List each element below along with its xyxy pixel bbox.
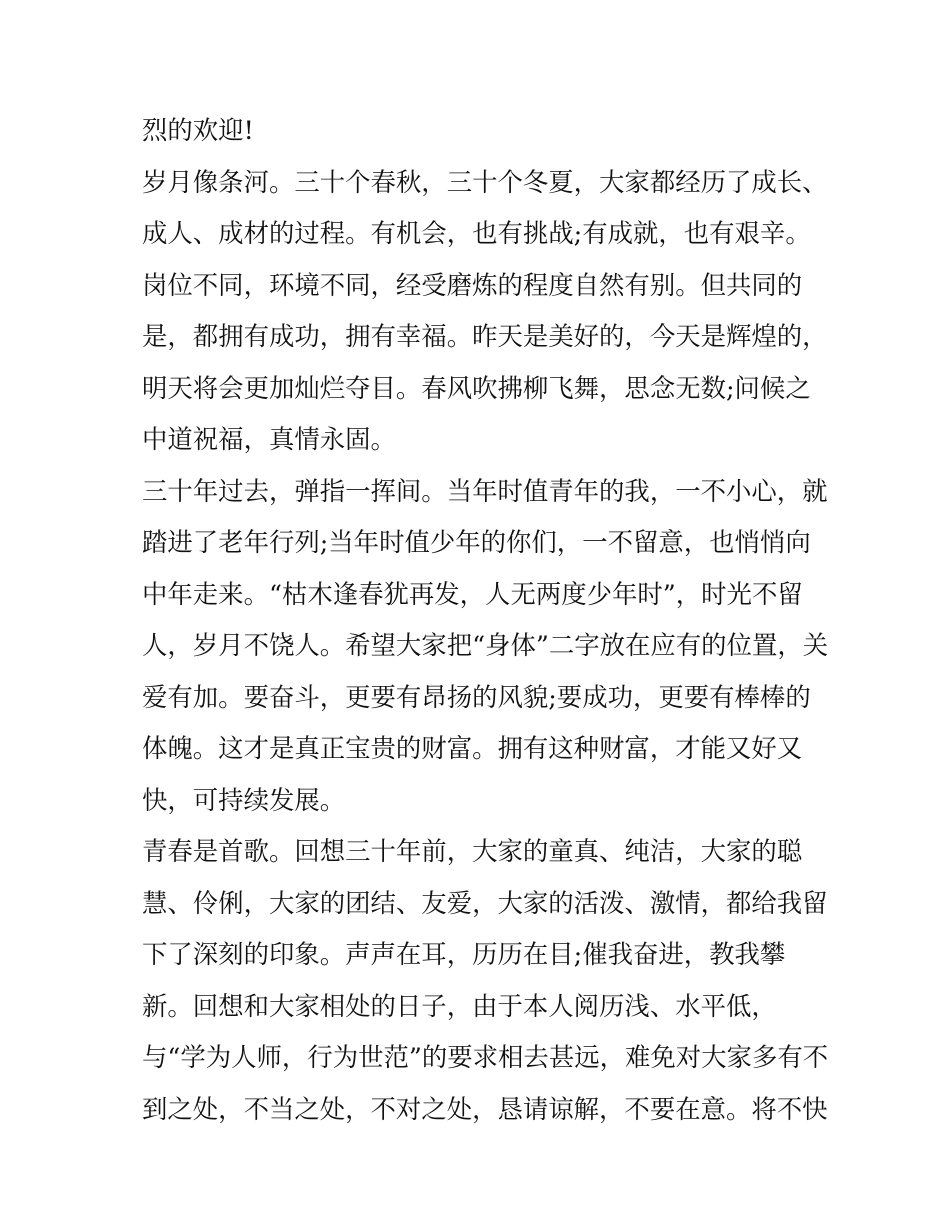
text-line: 下了深刻的印象。声声在耳，历历在目;催我奋进，教我攀 <box>142 939 786 969</box>
text-line: 踏进了老年行列;当年时值少年的你们，一不留意，也悄悄向 <box>142 527 811 557</box>
text-line: 是，都拥有成功，拥有幸福。昨天是美好的，今天是辉煌的， <box>142 321 828 351</box>
text-line: 烈的欢迎! <box>142 115 254 145</box>
text-line: 人，岁月不饶人。希望大家把“身体”二字放在应有的位置，关 <box>142 630 829 660</box>
text-line: 明天将会更加灿烂夺目。春风吹拂柳飞舞，思念无数;问候之 <box>142 372 811 403</box>
text-line: 岗位不同，环境不同，经受磨炼的程度自然有别。但共同的 <box>142 269 803 300</box>
text-line: 体魄。这才是真正宝贵的财富。拥有这种财富，才能又好又 <box>142 733 803 763</box>
text-line: 中年走来。“枯木逢春犹再发，人无两度少年时”，时光不留 <box>142 578 803 609</box>
text-line: 到之处，不当之处，不对之处，恳请谅解，不要在意。将不快 <box>142 1093 828 1124</box>
text-line: 中道祝福，真情永固。 <box>142 424 396 454</box>
document-body <box>142 110 832 1140</box>
text-line: 爱有加。要奋斗，更要有昂扬的风貌;要成功，更要有棒棒的 <box>142 681 811 712</box>
text-line: 岁月像条河。三十个春秋，三十个冬夏，大家都经历了成长、 <box>142 166 828 197</box>
text-line: 青春是首歌。回想三十年前，大家的童真、纯洁，大家的聪 <box>142 836 803 866</box>
text-line: 成人、成材的过程。有机会，也有挑战;有成就，也有艰辛。 <box>142 218 811 248</box>
text-line: 快，可持续发展。 <box>142 784 346 815</box>
text-line: 与“学为人师，行为世范”的要求相去甚远，难免对大家多有不 <box>142 1042 829 1072</box>
text-line: 三十年过去，弹指一挥间。当年时值青年的我，一不小心，就 <box>142 475 828 506</box>
text-line: 新。回想和大家相处的日子，由于本人阅历浅、水平低， <box>142 990 777 1021</box>
text-line: 慧、伶俐，大家的团结、友爱，大家的活泼、激情，都给我留 <box>142 887 828 918</box>
